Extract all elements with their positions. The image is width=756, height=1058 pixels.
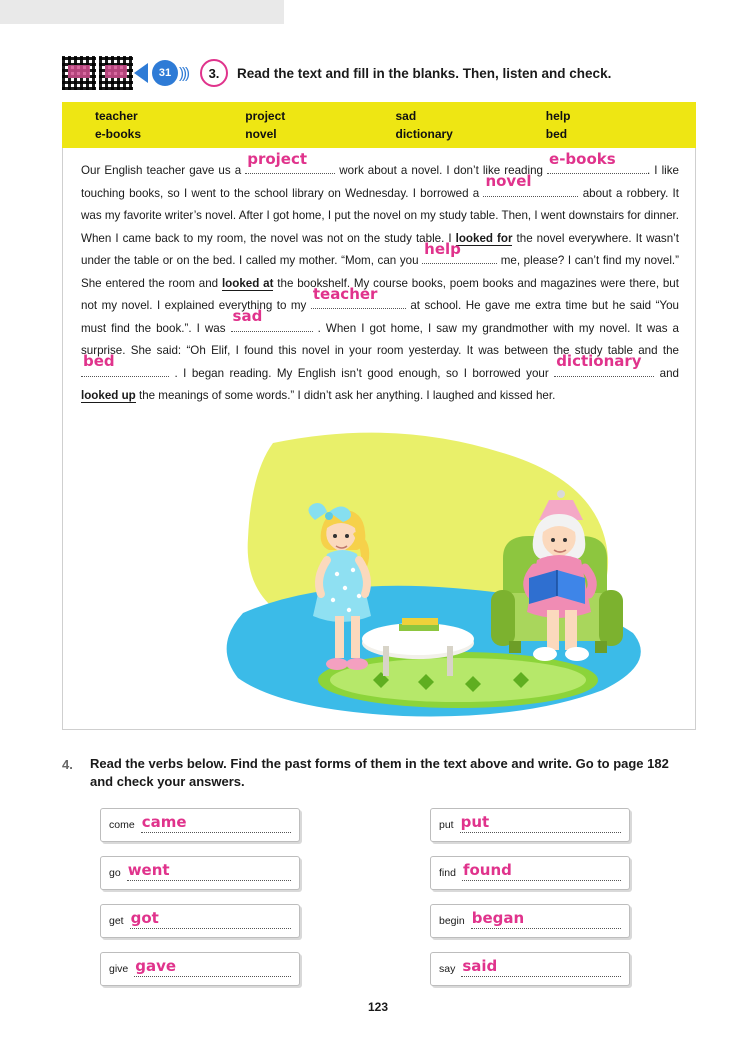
underlined-phrase-looked-up: looked up	[81, 389, 136, 402]
verb-answer: got	[130, 908, 159, 927]
verb-field-come[interactable]	[100, 808, 300, 842]
blank-6[interactable]	[231, 307, 313, 332]
word-bank-item: dictionary	[395, 127, 453, 141]
verb-answer-line[interactable]	[134, 956, 291, 977]
verb-answer: began	[471, 908, 525, 927]
page-number: 123	[367, 1000, 389, 1014]
qr-code-icon[interactable]	[62, 56, 96, 90]
qr-code-icon-2[interactable]	[99, 56, 133, 90]
passage-text: the bookshelf. My course books, poem books and magazines were there, but not my novel. I explained everything to my	[81, 276, 679, 312]
reading-text-box	[62, 148, 696, 730]
exercise-3-header	[62, 55, 682, 91]
exercise-4-number: 4.	[62, 757, 73, 772]
answer-8: dictionary	[556, 352, 642, 370]
passage-text: . When I got home, I saw my grandmother with my novel. It was a surprise. She said: “Oh Elif, I found this novel in your room yesterday. It was between the study table and the	[81, 321, 679, 357]
verb-field-go[interactable]	[100, 856, 300, 890]
verb-label: find	[439, 867, 456, 879]
verb-answer-line[interactable]	[127, 860, 291, 881]
answer-1: project	[247, 149, 308, 168]
blank-5[interactable]	[311, 284, 406, 309]
answer-3: novel	[485, 172, 532, 190]
verb-answer-line[interactable]	[141, 812, 291, 833]
passage-text: about a robbery. It was my favorite writer’s novel. After I got home, I put the novel on my study table. Then, I went downstairs for dinner. When I came back to my room, the novel was not on the study table. I	[81, 186, 679, 245]
verb-field-get[interactable]	[100, 904, 300, 938]
blank-7[interactable]	[81, 352, 169, 377]
word-bank-item: teacher	[95, 109, 138, 123]
word-bank-item: sad	[395, 109, 417, 123]
reading-passage	[81, 149, 679, 408]
answer-2: e-books	[549, 149, 616, 168]
word-bank-item: project	[245, 109, 286, 123]
verb-answer: put	[460, 812, 490, 831]
blank-2[interactable]	[547, 149, 647, 174]
verb-label: get	[109, 915, 124, 927]
exercise-3-number: 3.	[200, 59, 228, 87]
verb-label: put	[439, 819, 454, 831]
verb-field-put[interactable]	[430, 808, 630, 842]
passage-text: work about a novel. I don’t like reading	[335, 164, 548, 177]
verb-answer: went	[127, 860, 170, 879]
passage-text: . I like touching books, so I went to the school library on Wednesday. I borrowed a	[81, 164, 679, 200]
verb-label: come	[109, 819, 135, 831]
blank-8[interactable]	[554, 352, 654, 377]
word-bank	[62, 102, 696, 148]
passage-text: the novel everywhere. It wasn’t under the table or on the bed. I called my mother. “Mom, can you	[81, 231, 679, 267]
passage-text: at school. He gave me extra time but he said “You must find the book.”. I was	[81, 299, 679, 335]
blank-4[interactable]	[422, 239, 497, 264]
verb-answer: found	[462, 860, 512, 879]
verb-label: give	[109, 963, 129, 975]
verb-answer: came	[141, 812, 187, 831]
sound-waves-icon: )))	[179, 64, 188, 82]
answer-6: sad	[232, 307, 263, 325]
verb-field-begin[interactable]	[430, 904, 630, 938]
exercise-4-instruction: Read the verbs below. Find the past forms of them in the text above and write. Go to page 182 and check your answers.	[90, 756, 669, 789]
verb-label: say	[439, 963, 456, 975]
exercise-3-instruction: Read the text and fill in the blanks. Then, listen and check.	[237, 65, 612, 81]
verb-answer: gave	[135, 956, 177, 975]
verb-answer-line[interactable]	[460, 812, 621, 833]
verb-answer-line[interactable]	[471, 908, 621, 929]
speaker-icon	[134, 63, 148, 83]
blank-1[interactable]	[245, 149, 335, 174]
word-bank-item: help	[545, 109, 571, 123]
verb-label: go	[109, 867, 121, 879]
verb-answer-grid	[100, 808, 660, 1000]
audio-track-badge[interactable]: 31	[152, 60, 178, 86]
verb-field-give[interactable]	[100, 952, 300, 986]
passage-text: the meanings of some words.” I didn’t ask her anything. I laughed and kissed her.	[135, 389, 556, 402]
verb-field-find[interactable]	[430, 856, 630, 890]
word-bank-item: bed	[545, 127, 568, 141]
word-bank-item: e-books	[95, 127, 142, 141]
underlined-phrase-looked-at: looked at	[221, 276, 274, 290]
answer-5: teacher	[312, 284, 378, 303]
passage-text: Our English teacher gave us a	[81, 164, 246, 177]
answer-7: bed	[83, 352, 115, 370]
verb-column-right	[430, 808, 660, 1000]
illustration-girl-and-grandmother	[203, 428, 673, 728]
passage-text: . I began reading. My English isn’t good enough, so I borrowed your	[169, 366, 555, 380]
top-grey-band	[0, 0, 284, 24]
verb-answer-line[interactable]	[130, 908, 291, 929]
verb-label: begin	[439, 915, 465, 927]
answer-4: help	[424, 239, 461, 258]
word-bank-item: novel	[245, 127, 277, 141]
passage-text: me, please? I can’t find my novel.” She entered the room and	[81, 254, 679, 290]
verb-column-left	[100, 808, 430, 1000]
verb-answer-line[interactable]	[461, 956, 621, 977]
passage-text: and	[654, 366, 679, 380]
verb-answer-line[interactable]	[462, 860, 621, 881]
exercise-4-header	[62, 755, 682, 791]
verb-field-say[interactable]	[430, 952, 630, 986]
verb-answer: said	[462, 956, 498, 975]
blank-3[interactable]	[483, 172, 578, 197]
underlined-phrase-looked-for: looked for	[455, 231, 513, 245]
